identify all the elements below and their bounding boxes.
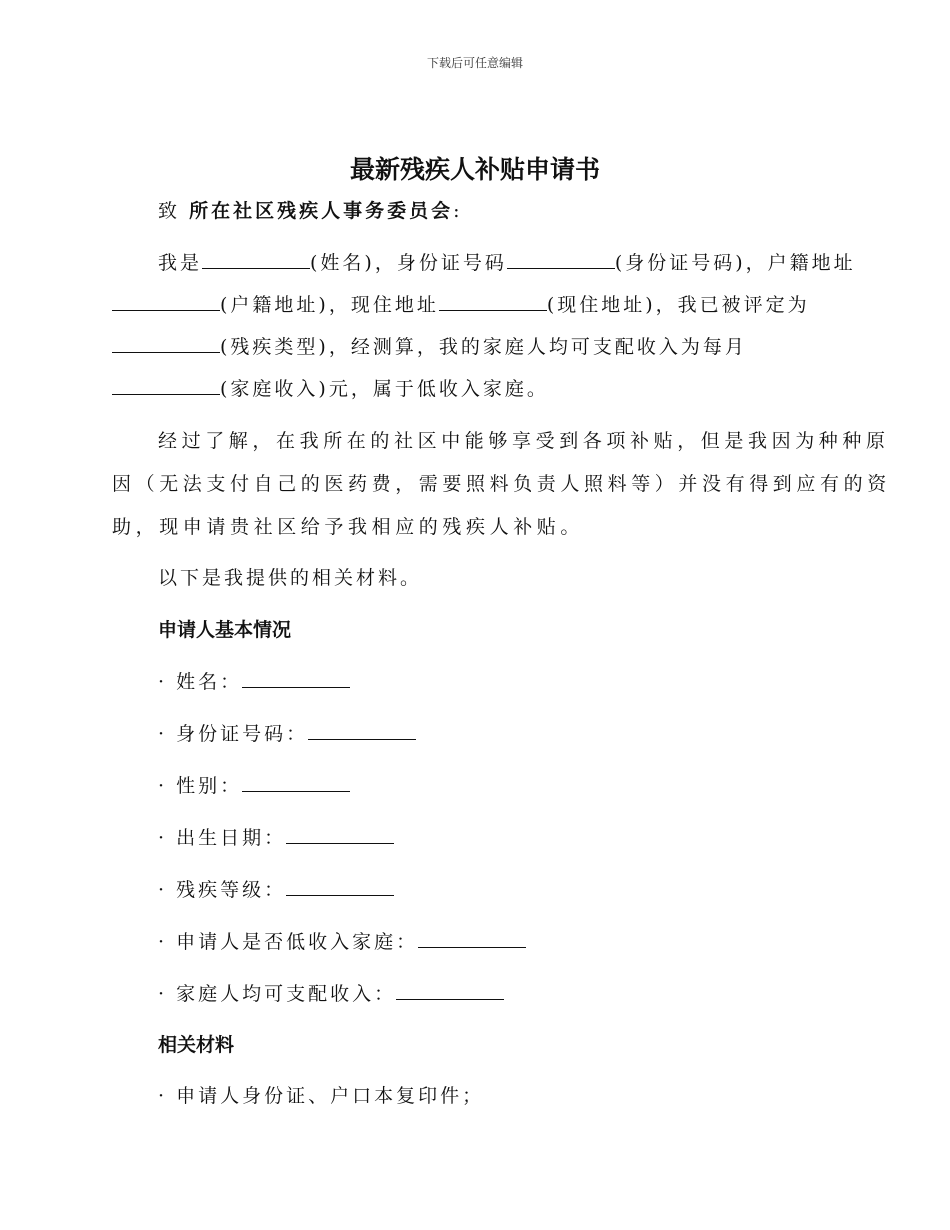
item-label: · 身份证号码： [158, 723, 309, 745]
family-income-blank [112, 376, 220, 395]
item-blank [242, 669, 350, 688]
salutation-suffix: : [453, 200, 463, 222]
id-number-blank [507, 250, 615, 269]
list-item [158, 929, 888, 955]
item-label: · 性别： [158, 775, 243, 797]
paragraph2-line3: 助，现申请贵社区给予我相应的残疾人补贴。 [112, 516, 585, 538]
p1-text: (姓名)，身份证号码 [310, 252, 507, 274]
p1-text: (残疾类型)，经测算，我的家庭人均可支配收入为每月 [220, 336, 747, 358]
p1-text: (户籍地址)，现住地址 [220, 294, 439, 316]
current-address-blank [439, 292, 547, 311]
item-blank [396, 981, 504, 1000]
item-label: · 出生日期： [158, 827, 287, 849]
item-blank [418, 929, 526, 948]
item-label: · 家庭人均可支配收入： [158, 983, 397, 1005]
salutation-prefix: 致 [158, 200, 181, 222]
list-item [158, 669, 888, 695]
item-blank [308, 721, 416, 740]
item-label: · 姓名： [158, 671, 243, 693]
list-item [158, 877, 888, 903]
paragraph2-line1: 经过了解，在我所在的社区中能够享受到各项补贴，但是我因为种种原 [158, 430, 890, 452]
section-materials-heading: 相关材料 [158, 1034, 235, 1056]
item-blank [286, 877, 394, 896]
list-item [158, 825, 888, 851]
paragraph1-line2 [112, 292, 842, 318]
paragraph3: 以下是我提供的相关材料。 [158, 567, 423, 589]
name-blank [202, 250, 310, 269]
list-item [158, 721, 888, 747]
paragraph1-line1 [158, 250, 888, 276]
section-basic-heading: 申请人基本情况 [158, 619, 292, 641]
household-address-blank [112, 292, 220, 311]
list-item: · 申请人身份证、户口本复印件； [158, 1085, 485, 1107]
p1-text: (身份证号码)，户籍地址 [614, 252, 856, 274]
page-header-note: 下载后可任意编辑 [426, 56, 523, 70]
paragraph1-line3 [112, 334, 842, 360]
list-item [158, 981, 888, 1007]
p1-text: (现住地址)，我已被评定为 [546, 294, 810, 316]
document-title: 最新残疾人补贴申请书 [349, 155, 600, 184]
list-item [158, 773, 888, 799]
item-label: · 申请人是否低收入家庭： [158, 931, 419, 953]
item-blank [286, 825, 394, 844]
disability-type-blank [112, 334, 220, 353]
item-label: · 残疾等级： [158, 879, 287, 901]
salutation-recipient: 所在社区残疾人事务委员会 [189, 200, 454, 222]
salutation [158, 198, 888, 224]
paragraph2-line2: 因（无法支付自己的医药费，需要照料负责人照料等）并没有得到应有的资 [112, 473, 891, 495]
item-blank [242, 773, 350, 792]
p1-text: (家庭收入)元，属于低收入家庭。 [220, 378, 549, 400]
p1-text: 我是 [158, 252, 203, 274]
paragraph1-line4 [112, 376, 842, 402]
